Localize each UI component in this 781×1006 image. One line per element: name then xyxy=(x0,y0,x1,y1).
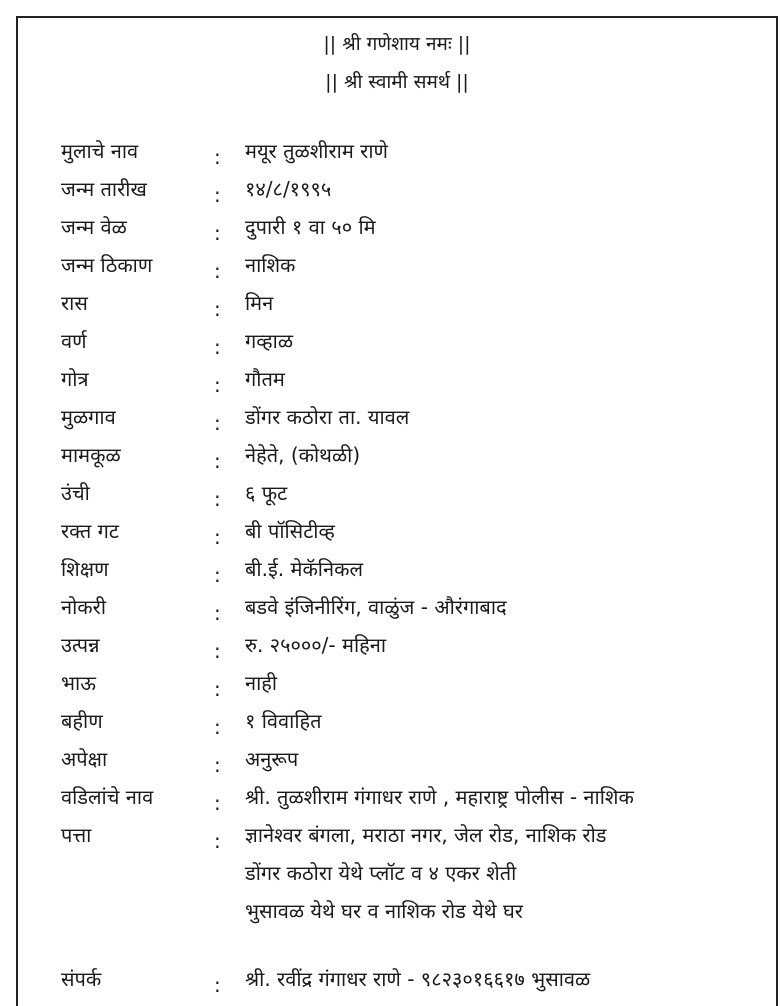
field-value: १४/८/१९९५ xyxy=(245,177,332,201)
field-label: रास xyxy=(61,291,88,315)
field-row-job xyxy=(18,594,776,632)
field-separator: : xyxy=(214,297,221,321)
field-value: रु. २५०००/- महिना xyxy=(245,633,387,657)
field-row-gotra xyxy=(18,366,776,404)
field-value: बी पॉसिटीव्ह xyxy=(245,519,335,543)
field-label: जन्म वेळ xyxy=(61,215,127,239)
field-label: नोकरी xyxy=(61,595,106,619)
field-separator: : xyxy=(214,259,221,283)
field-separator: : xyxy=(214,753,221,777)
field-label: वर्ण xyxy=(61,329,87,353)
field-separator: : xyxy=(214,373,221,397)
field-value: ६ फूट xyxy=(245,481,288,505)
field-row-boy-name xyxy=(18,138,776,176)
field-value: मिन xyxy=(245,291,274,315)
field-row-complexion xyxy=(18,328,776,366)
field-separator: : xyxy=(214,677,221,701)
field-value: बडवे इंजिनीरिंग, वाळुंज - औरंगाबाद xyxy=(245,595,507,619)
field-value: मयूर तुळशीराम राणे xyxy=(245,139,388,163)
field-label: मुलाचे नाव xyxy=(61,139,139,163)
field-row-native-village xyxy=(18,404,776,442)
field-value: नेहेते, (कोथळी) xyxy=(245,443,361,467)
field-value: नाशिक xyxy=(245,253,296,277)
field-row-expectation xyxy=(18,746,776,784)
field-separator: : xyxy=(214,411,221,435)
field-label: उत्पन्न xyxy=(61,633,100,657)
field-value: गौतम xyxy=(245,367,285,391)
field-value: श्री. तुळशीराम गंगाधर राणे , महाराष्ट्र पोलीस - नाशिक xyxy=(245,785,634,809)
field-label: बहीण xyxy=(61,709,103,733)
field-value: ज्ञानेश्वर बंगला, मराठा नगर, जेल रोड, नाशिक रोड xyxy=(245,823,607,847)
field-label: पत्ता xyxy=(61,823,92,847)
field-separator: : xyxy=(214,791,221,815)
field-value: दुपारी १ वा ५० मि xyxy=(245,215,376,239)
field-label: रक्त गट xyxy=(61,519,119,543)
field-label: अपेक्षा xyxy=(61,747,108,771)
field-row-sister xyxy=(18,708,776,746)
invocation-swami-samarth: || श्री स्वामी समर्थ || xyxy=(325,71,469,93)
field-separator: : xyxy=(214,449,221,473)
field-row-birth-place xyxy=(18,252,776,290)
field-separator: : xyxy=(214,145,221,169)
address-line-3: भुसावळ येथे घर व नाशिक रोड येथे घर xyxy=(245,899,523,923)
field-label: गोत्र xyxy=(61,367,89,391)
field-label: मामकूळ xyxy=(61,443,121,467)
field-value: बी.ई. मेकॅनिकल xyxy=(245,557,364,581)
field-label: जन्म ठिकाण xyxy=(61,253,153,277)
address-line-2: डोंगर कठोरा येथे प्लॉट व ४ एकर शेती xyxy=(245,861,517,885)
field-row-birth-time xyxy=(18,214,776,252)
field-value: गव्हाळ xyxy=(245,329,294,353)
field-separator: : xyxy=(214,715,221,739)
field-value: अनुरूप xyxy=(245,747,299,771)
field-row-address xyxy=(18,822,776,860)
field-separator: : xyxy=(214,525,221,549)
field-separator: : xyxy=(214,487,221,511)
field-separator: : xyxy=(214,973,221,997)
field-separator: : xyxy=(214,563,221,587)
field-row-contact xyxy=(18,966,776,1004)
field-label: भाऊ xyxy=(61,671,96,695)
field-row-birth-date xyxy=(18,176,776,214)
field-value: १ विवाहित xyxy=(245,709,322,733)
field-value: डोंगर कठोरा ता. यावल xyxy=(245,405,410,429)
invocation-ganesh: || श्री गणेशाय नमः || xyxy=(323,33,471,55)
field-label: उंची xyxy=(61,481,90,505)
field-separator: : xyxy=(214,639,221,663)
field-label: वडिलांचे नाव xyxy=(61,785,154,809)
field-row-father-name xyxy=(18,784,776,822)
field-separator: : xyxy=(214,335,221,359)
field-row-height xyxy=(18,480,776,518)
field-row-education xyxy=(18,556,776,594)
field-row-maternal-family xyxy=(18,442,776,480)
field-separator: : xyxy=(214,829,221,853)
field-separator: : xyxy=(214,601,221,625)
field-label: शिक्षण xyxy=(61,557,109,581)
field-row-income xyxy=(18,632,776,670)
field-label: जन्म तारीख xyxy=(61,177,147,201)
field-value: नाही xyxy=(245,671,278,695)
field-separator: : xyxy=(214,221,221,245)
field-separator: : xyxy=(214,183,221,207)
biodata-sheet xyxy=(16,16,778,1006)
field-row-brother xyxy=(18,670,776,708)
field-row-rashi xyxy=(18,290,776,328)
field-value: श्री. रवींद्र गंगाधर राणे - ९८२३०१६६१७ भुसावळ xyxy=(245,967,591,991)
field-label: मुळगाव xyxy=(61,405,116,429)
field-row-blood-group xyxy=(18,518,776,556)
field-label: संपर्क xyxy=(61,967,102,991)
